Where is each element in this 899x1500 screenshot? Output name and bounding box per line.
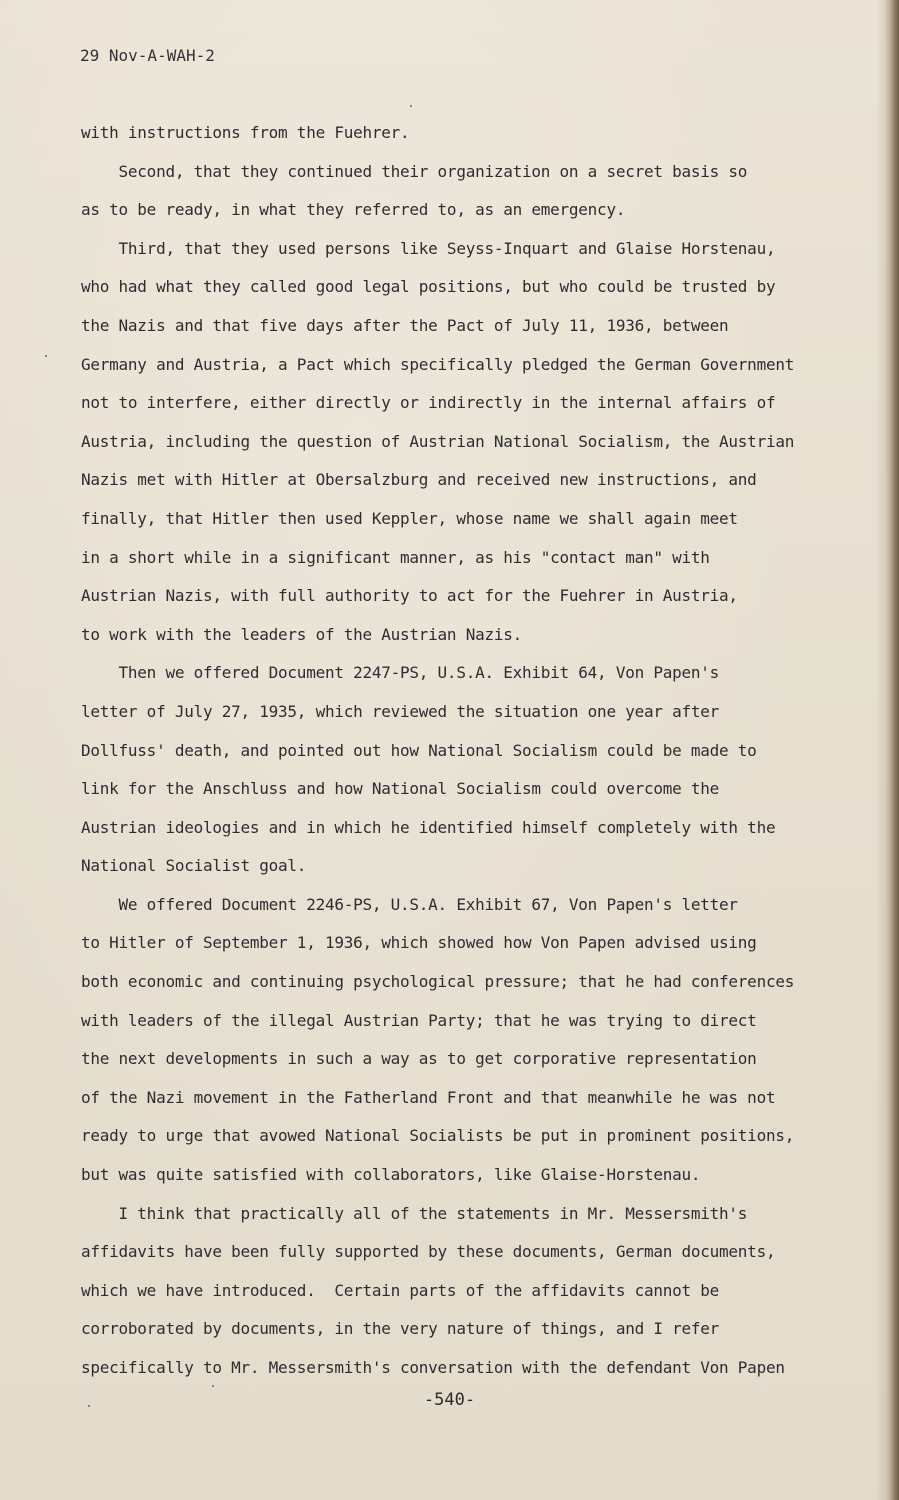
text-line: Then we offered Document 2247-PS, U.S.A. Exhibit 64, Von Papen's <box>81 663 720 683</box>
text-line: corroborated by documents, in the very nature of things, and I refer <box>81 1319 720 1339</box>
text-line: Nazis met with Hitler at Obersalzburg and received new instructions, and <box>81 470 757 490</box>
text-line: specifically to Mr. Messersmith's conversation with the defendant Von Papen <box>81 1358 785 1377</box>
page-edge-shadow <box>875 0 885 1500</box>
text-line: in a short while in a significant manner, as his "contact man" with <box>81 547 710 567</box>
text-line: Third, that they used persons like Seyss-Inquart and Glaise Horstenau, <box>81 238 776 258</box>
text-line: National Socialist goal. <box>81 856 307 876</box>
text-line: who had what they called good legal positions, but who could be trusted by <box>81 277 776 297</box>
paper-speck <box>45 355 47 357</box>
text-line: but was quite satisfied with collaborators, like Glaise-Horstenau. <box>81 1165 701 1185</box>
body-text <box>81 122 821 1396</box>
paper-speck <box>88 1405 90 1407</box>
paper-speck <box>212 1385 214 1387</box>
text-line: Austrian ideologies and in which he identified himself completely with the <box>81 817 776 837</box>
text-line: ready to urge that avowed National Socialists be put in prominent positions, <box>81 1126 795 1146</box>
text-line: to Hitler of September 1, 1936, which showed how Von Papen advised using <box>81 933 757 953</box>
text-line: finally, that Hitler then used Keppler, whose name we shall again meet <box>81 508 738 528</box>
page-number: -540- <box>423 1390 476 1410</box>
text-line: which we have introduced. Certain parts of the affidavits cannot be <box>81 1280 720 1300</box>
text-line: link for the Anschluss and how National Socialism could overcome the <box>81 779 720 799</box>
text-line: of the Nazi movement in the Fatherland Front and that meanwhile he was not <box>81 1087 776 1107</box>
text-line: the Nazis and that five days after the Pact of July 11, 1936, between <box>81 315 729 335</box>
page-edge <box>885 0 899 1500</box>
text-line: We offered Document 2246-PS, U.S.A. Exhibit 67, Von Papen's letter <box>81 894 738 914</box>
text-line: Germany and Austria, a Pact which specifically pledged the German Government <box>81 354 795 374</box>
page-header: 29 Nov-A-WAH-2 <box>80 46 215 65</box>
text-line: I think that practically all of the statements in Mr. Messersmith's <box>81 1203 748 1223</box>
text-line: both economic and continuing psychological pressure; that he had conferences <box>81 972 795 992</box>
text-line: Second, that they continued their organization on a secret basis so <box>81 161 748 181</box>
text-line: letter of July 27, 1935, which reviewed the situation one year after <box>81 701 720 721</box>
text-line: not to interfere, either directly or indirectly in the internal affairs of <box>81 393 776 413</box>
text-line: with instructions from the Fuehrer. <box>81 123 410 142</box>
text-line: to work with the leaders of the Austrian Nazis. <box>81 624 522 644</box>
text-line: Austrian Nazis, with full authority to act for the Fuehrer in Austria, <box>81 586 738 606</box>
text-line: Austria, including the question of Austrian National Socialism, the Austrian <box>81 431 795 451</box>
text-line: as to be ready, in what they referred to, as an emergency. <box>81 200 626 220</box>
text-line: with leaders of the illegal Austrian Party; that he was trying to direct <box>81 1010 757 1030</box>
text-line: the next developments in such a way as to get corporative representation <box>81 1049 757 1069</box>
paper-speck <box>410 105 412 107</box>
text-line: Dollfuss' death, and pointed out how National Socialism could be made to <box>81 740 757 760</box>
text-line: affidavits have been fully supported by these documents, German documents, <box>81 1242 776 1262</box>
